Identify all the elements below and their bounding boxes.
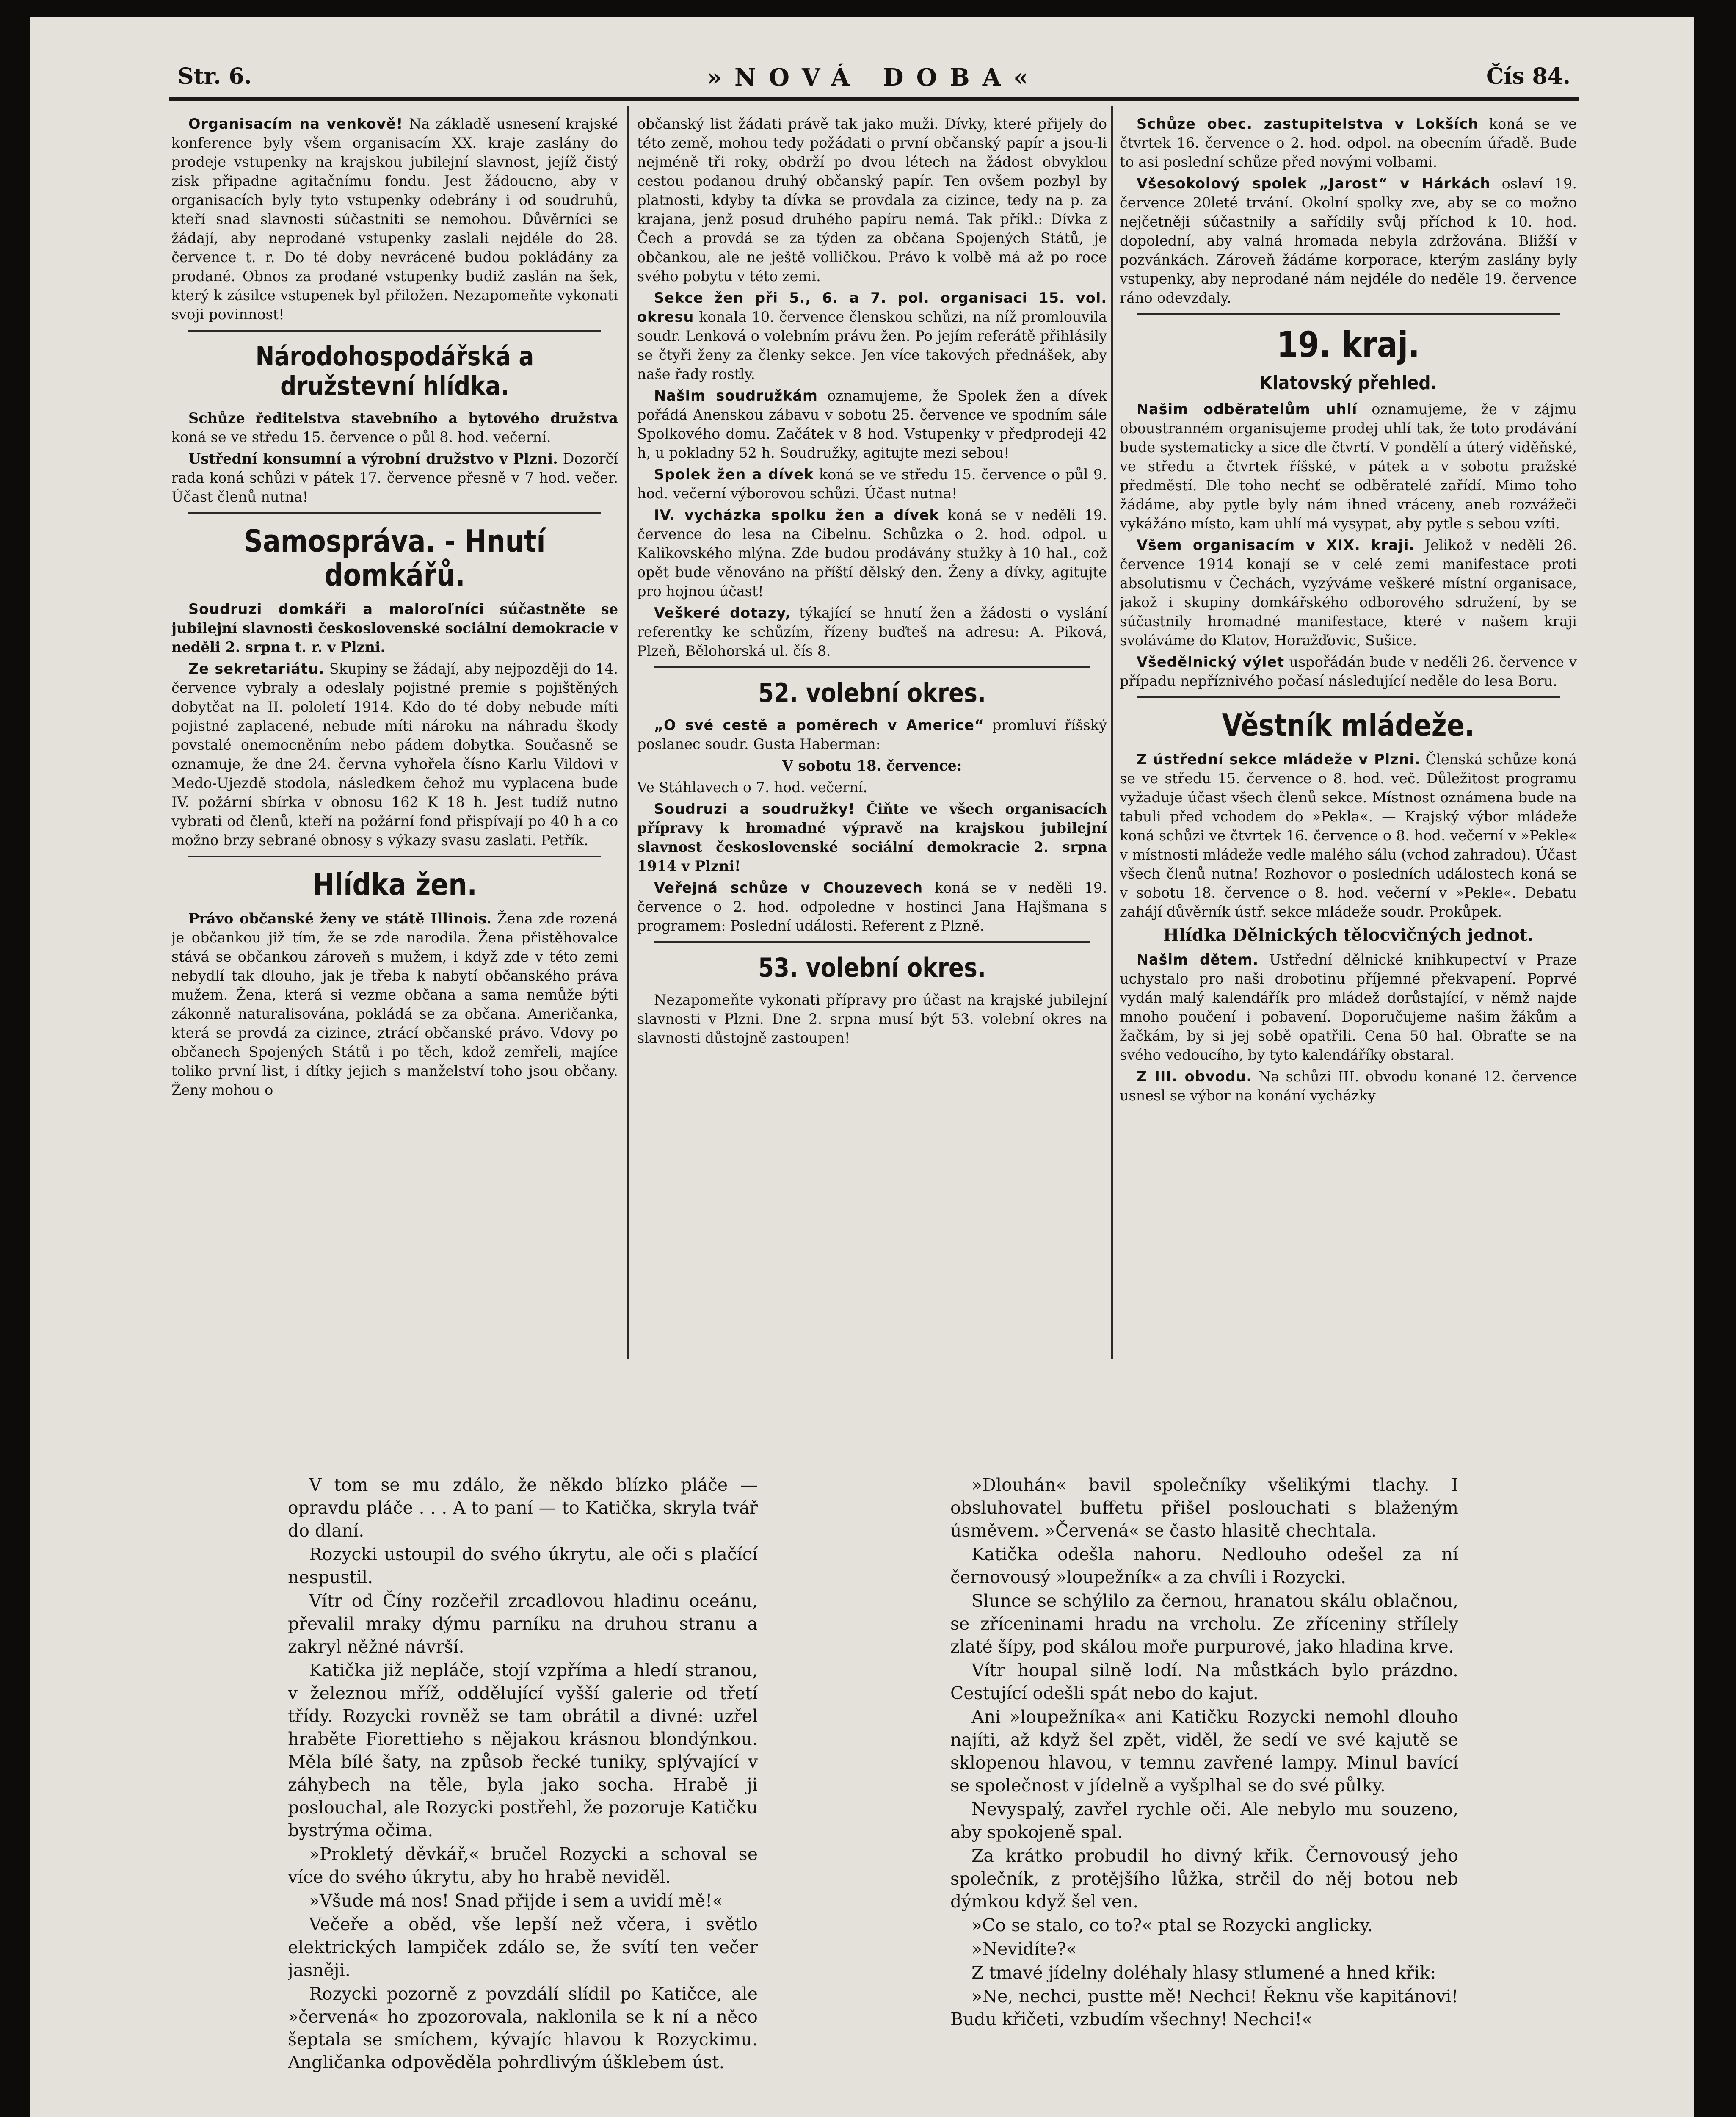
section-rule (188, 856, 601, 857)
article-paragraph: Všesokolový spolek „Jarost“ v Hárkách oslaví 19. července 20leté trvání. Okolní spolky zve, aby se co možno nejčetněji súčastnily a sařídily svůj příchod k 10. hod. dopolední, aby valná hromada nebyla zdržována. Bližší v pozvánkách. Zároveň žádáme korporace, kterým zaslány byly vstupenky, aby neprodané nám nejdéle do neděle 19. července ráno odevzdaly. (1120, 175, 1577, 306)
story-paragraph: Večeře a oběd, vše lepší než včera, i světlo elektrických lampiček zdálo se, že svítí ten večer jasněji. (288, 1914, 758, 1980)
story-paragraph: Vítr houpal silně lodí. Na můstkách bylo prázdno. Cestující odešli spát nebo do kajut. (950, 1660, 1458, 1703)
story-paragraph: »Prokletý děvkář,« bručel Rozycki a schoval se více do svého úkrytu, aby ho hrabě neviděl. (288, 1844, 758, 1887)
article-paragraph: Nezapomeňte vykonati přípravy pro účast na krajské jubilejní slavnosti v Plzni. Dne 2. srpna musí být 53. volební okres na slavnosti důstojně zastoupen! (637, 992, 1107, 1046)
sub-heading: Klatovský přehled. (1259, 372, 1437, 394)
story-paragraph: V tom se mu zdálo, že někdo blízko pláče — opravdu pláče . . . A to paní — to Katička, skryla tvář do dlaní. (288, 1475, 758, 1541)
article-paragraph: Všedělnický výlet uspořádán bude v neděli 26. července v případu nepříznivého počasí následující neděle do lesa Boru. (1120, 654, 1577, 689)
story-paragraph: »Co se stalo, co to?« ptal se Rozycki anglicky. (971, 1915, 1373, 1935)
article-paragraph: Našim dětem. Ustřední dělnické knihkupectví v Praze uchystalo pro naši drobotinu příjemné překvapení. Poprvé vydán malý kalendářík pro mládež dorůstající, v němž najde mnoho poučení i pobavení. Doporučujeme našim žákům a žačkám, by si jej sobě opatřili. Cena 50 hal. Obraťte se na svého vedoucího, by tyto kalendáříky obstaral. (1120, 951, 1577, 1063)
article-paragraph: Schůze obec. zastupitelstva v Lokších koná se ve čtvrtek 16. července o 2. hod. odpol. na obecním úřadě. Bude to asi poslední schůze před novými volbami. (1120, 116, 1577, 170)
article-paragraph: Veškeré dotazy, týkající se hnutí žen a žádosti o vyslání referentky ke schůzím, řízeny buďteš na adresu: A. Piková, Plzeň, Bělohorská ul. čís 8. (637, 605, 1107, 659)
story-paragraph: Nevyspalý, zavřel rychle oči. Ale nebylo mu souzeno, aby spokojeně spal. (950, 1799, 1458, 1842)
story-paragraph: »Ne, nechci, pustte mě! Nechci! Řeknu vše kapitánovi! Budu křičeti, vzbudím všechny! Nechci!« (950, 1986, 1458, 2029)
column-divider (627, 106, 629, 1359)
section-rule (1137, 696, 1560, 698)
section-rule (654, 941, 1090, 943)
section-heading: 52. volební okres. (758, 677, 986, 708)
issue-number: Čís 84. (1486, 64, 1570, 89)
article-paragraph: „O své cestě a poměrech v Americe“ promluví říšský poslanec soudr. Gusta Haberman: (637, 717, 1107, 752)
story-paragraph: Vítr od Číny rozčeřil zrcadlovou hladinu oceánu, převalil mraky dýmu parníku na druhou stranu a zakryl něžné návrší. (288, 1591, 758, 1657)
article-paragraph: Organisacím na venkově! Na základě usnesení krajské konference byly všem organisacím XX. kraje zaslány do prodeje vstupenky na krajskou jubilejní slavnost, jejíž čistý zisk připadne agitačnímu fondu. Jest žádoucno, aby v organisacích byly tyto vstupenky odebrány i od soudruhů, kteří snad slavnosti súčastniti se nemohou. Důvěrníci se žádají, aby neprodané vstupenky zaslali nejdéle do 28. července t. r. Do té doby nevrácené budou pokládány za prodané. Obnos za prodané vstupenky budiž zaslán na šek, který k zásilce vstupenek byl přiložen. Nezapomeňte vykonati svoji povinnost! (171, 116, 618, 323)
column-2 (637, 114, 1107, 1359)
section-heading: Samospráva. - Hnutí domkářů. (244, 523, 546, 593)
article-paragraph: Všem organisacím v XIX. kraji. Jelikož v neděli 26. července 1914 konají se v celé zemi manifestace proti absolutismu v Čechách, vyzýváme veškeré místní organisace, jakož i skupiny domkářského odborového sdružení, by se súčastnily hromadné manifestace, které v našem kraji svoláváme do Klatov, Horažďovic, Sušice. (1120, 537, 1577, 649)
page-number: Str. 6. (178, 64, 252, 89)
story-paragraph: Slunce se schýlilo za černou, hranatou skálu oblačnou, se zříceninami hradu na vrcholu. Ze zříceniny střílely zlaté šípy, pod skálou moře purpurové, jako hladina krve. (950, 1591, 1458, 1657)
article-paragraph: Schůze ředitelstva stavebního a bytového družstva koná se ve středu 15. července o půl 8. hod. večerní. (171, 410, 618, 445)
article-paragraph: IV. vycházka spolku žen a dívek koná se v neděli 19. července do lesa na Cibelnu. Schůzka o 2. hod. odpol. u Kalikovského mlýna. Zde budou prodávány stužky à 10 hal., což opět bude věnováno na příští dělský den. Ženy a dívky, agitujte pro hojnou účast! (637, 507, 1107, 600)
article-paragraph: Našim soudružkám oznamujeme, že Spolek žen a dívek pořádá Anenskou zábavu v sobotu 25. července ve spodním sále Spolkového domu. Začátek v 8 hod. Vstupenky v předprodeji 42 h, u pokladny 52 h. Soudružky, agitujte mezi sebou! (637, 387, 1107, 461)
story-paragraph: Katička již nepláče, stojí vzpříma a hledí stranou, v železnou mříž, oddělující vyšší galerie od třetí třídy. Rozycki rovněž se tam obrátil a divné: uzřel hraběte Fiorettieho s nějakou krásnou blondýnkou. Měla bílé šaty, na způsob řecké tuniky, splývající v záhybech na těle, byla jako socha. Hrabě ji poslouchal, ale Rozycki postřehl, že pozoruje Katičku bystrýma očima. (288, 1660, 758, 1841)
column-divider (1111, 106, 1113, 1359)
article-paragraph: Soudruzi a soudružky! Čiňte ve všech organisacích přípravy k hromadné výpravě na krajskou jubilejní slavnost československé sociální demokracie 2. srpna 1914 v Plzni! (637, 801, 1107, 874)
section-heading: 19. kraj. (1277, 324, 1420, 365)
event-place: Ve Stáhlavech o 7. hod. večerní. (637, 779, 868, 796)
article-paragraph: Ustřední konsumní a výrobní družstvo v Plzni. Dozorčí rada koná schůzi v pátek 17. července přesně v 7 hod. večer. Účast členů nutna! (171, 450, 618, 505)
article-paragraph: Veřejná schůze v Chouzevech koná se v neděli 19. července o 2. hod. odpoledne v hostinci Jana Hajšmana s programem: Poslední události. Referent z Plzně. (637, 879, 1107, 934)
article-paragraph: Soudruzi domkáři a maloroľníci súčastněte se jubilejní slavnosti československé sociální demokracie v neděli 2. srpna t. r. v Plzni. (171, 601, 618, 655)
section-rule (188, 330, 601, 332)
article-paragraph: Našim odběratelům uhlí oznamujeme, že v zájmu oboustranném organisujeme prodej uhlí tak, že toto prodávání bude systematicky a sice dle čtvrtí. V pondělí a úterý viděňské, ve středu a čtvrtek říšské, v pátek a v sobotu pražské předměstí. Dle toho nechť se odběratelé zařídí. Mimo toho žádáme, aby pytle byly nám ihned vráceny, aneb rozvážeči vykážáno místo, kam uhlí má vysypat, aby pytle s sebou vzíti. (1120, 401, 1577, 532)
story-paragraph: Z tmavé jídelny doléhaly hlasy stlumené a hned křik: (971, 1962, 1436, 1983)
event-date: V sobotu 18. července: (782, 757, 962, 774)
scan-border-top (0, 0, 1736, 17)
section-heading: Věstník mládeže. (1222, 708, 1475, 743)
header-rule (169, 97, 1579, 101)
article-paragraph: Ze sekretariátu. Skupiny se žádají, aby nejpozději do 14. července vybraly a odeslaly pojistné premie s pojištěných dobytčat na II. pololetí 1914. Kdo do té doby nebude míti pojistné zaplacené, nebude míti nároku na náhradu škody povstalé onemocněním nebo pádem dobytka. Současně se oznamuje, že dne 24. června vyhořela čísno Karlu Vildovi v Medo-Ujezdě stodola, následkem čehož mu vyplacena bude IV. požární sbírka v obnosu 162 K 18 h. Jest tudíž nutno vybrati od členů, kteří na požární fond přispívají po 40 h a co možno brzy sebrané obnosy s výkazy svasu zaslati. Petřík. (171, 661, 618, 848)
story-paragraph: »Všude má nos! Snad přijde i sem a uvidí mě!« (309, 1890, 723, 1911)
article-paragraph: Z III. obvodu. Na schůzi III. obvodu konané 12. července usnesl se výbor na konání vycházky (1120, 1068, 1577, 1104)
article-paragraph: Právo občanské ženy ve státě Illinois. Žena zde rozená je občankou již tím, že se zde narodila. Žena přistěhovalce stává se občankou zároveň s mužem, i když zde v této zemi nebydlí tak dlouho, jak je třeba k nabytí občanského práva mužem. Žena, která si vezme občana a sama nemůže býti zákonně naturalisována, pokládá se za občana. Američanka, která se provdá za cizince, ztrácí občanské právo. Vdovy po občanech Spojených Států i po těch, kdož zemřeli, majíce toliko první list, i dítky jejich s manželství toho jsou občany. Ženy mohou o (171, 910, 618, 1098)
story-paragraph: »Dlouhán« bavil společníky všelikými tlachy. I obsluhovatel buffetu přišel poslouchati s blaženým úsměvem. »Červená« se často hlasitě chechtala. (950, 1475, 1458, 1541)
section-heading: 53. volební okres. (758, 952, 986, 983)
sub-heading: Hlídka Dělnických tělocvičných jednot. (1163, 925, 1534, 945)
section-rule (654, 666, 1090, 668)
column-3 (1120, 114, 1577, 1359)
article-paragraph: občanský list žádati právě tak jako muži. Dívky, které přijely do této země, mohou tedy požádati o první občanský papír a jsou-li nejméně tři roky, obdrží po dvou létech na žádost obvyklou cestou podanou druhý občanský papír. Ten ovšem pozbyl by platnosti, kdyby ta dívka se provdala za cizince, tedy na p. za krajana, jenž posud druhého papíru nemá. Tak příkl.: Dívka z Čech a provdá se za týden za občana Spojených Států, je občankou, ale ne ještě volličkou. Právo k volbě má až po roce svého pobytu v této zemi. (637, 116, 1107, 285)
column-1 (171, 114, 618, 1359)
section-rule (1137, 313, 1560, 315)
section-heading: Národohospodářská a družstevní hlídka. (255, 341, 534, 401)
story-paragraph: Rozycki ustoupil do svého úkrytu, ale oči s plačící nespustil. (288, 1544, 758, 1587)
story-paragraph: Katička odešla nahoru. Nedlouho odešel za ní černovousý »loupežník« a za chvíli i Rozycki. (950, 1544, 1458, 1587)
article-paragraph: Z ústřední sekce mládeže v Plzni. Členská schůze koná se ve středu 15. července o 8. hod. več. Důležitost programu vyžaduje účast všech členů sekce. Místnost oznámena bude na tabuli před vchodem do »Pekla«. — Krajský výbor mládeže koná schůzi ve čtvrtek 16. července o 8. hod. večerní v »Pekle« v místnosti mládeže vedle malého sálu (vchod zahradou). Účast všech členů nutna! Rozhovor o posledních událostech koná se v sobotu 18. července o 8. hod. večerní v »Pekle«. Debatu zahájí důvěrník ústř. sekce mládeže soudr. Prokůpek. (1120, 751, 1577, 920)
serial-story-right (950, 1473, 1458, 2117)
story-paragraph: Ani »loupežníka« ani Katičku Rozycki nemohl dlouho najíti, až když šel zpět, viděl, že sedí ve své kajutě se sklopenou hlavou, v temnu zavřené lampy. Minul bavící se společnost v jídelně a vyšplhal se do své půlky. (950, 1707, 1458, 1796)
section-rule (188, 512, 601, 514)
story-paragraph: »Nevidíte?« (971, 1939, 1077, 1959)
serial-story-left (288, 1473, 758, 2117)
article-paragraph: Sekce žen při 5., 6. a 7. pol. organisaci 15. vol. okresu konala 10. července členskou schůzi, na níž promlouvila soudr. Lenková o volebním právu žen. Po jejím referátě přihlásily se čtyři ženy za členky sekce. Jen více takových přednášek, aby naše řady rostly. (637, 290, 1107, 382)
article-paragraph: Spolek žen a dívek koná se ve středu 15. července o půl 9. hod. večerní výborovou schůzi. Účast nutna! (637, 466, 1107, 502)
story-paragraph: Za krátko probudil ho divný křik. Černovousý jeho společník, z protějšího lůžka, strčil do něj botou neb dýmkou když šel ven. (950, 1846, 1458, 1912)
scan-border-left (0, 0, 30, 2117)
page-header (178, 64, 1570, 97)
newspaper-title: »NOVÁ DOBA« (707, 64, 1041, 91)
section-heading: Hlídka žen. (312, 867, 477, 902)
scan-border-right (1694, 0, 1736, 2117)
story-paragraph: Rozycki pozorně z povzdálí slídil po Katičce, ale »červená« ho zpozorovala, naklonila se k ní a něco šeptala se smíchem, kývajíc hlavou k Rozyckimu. Angličanka odpověděla pohrdlivým úšklebem úst. (288, 1984, 758, 2073)
